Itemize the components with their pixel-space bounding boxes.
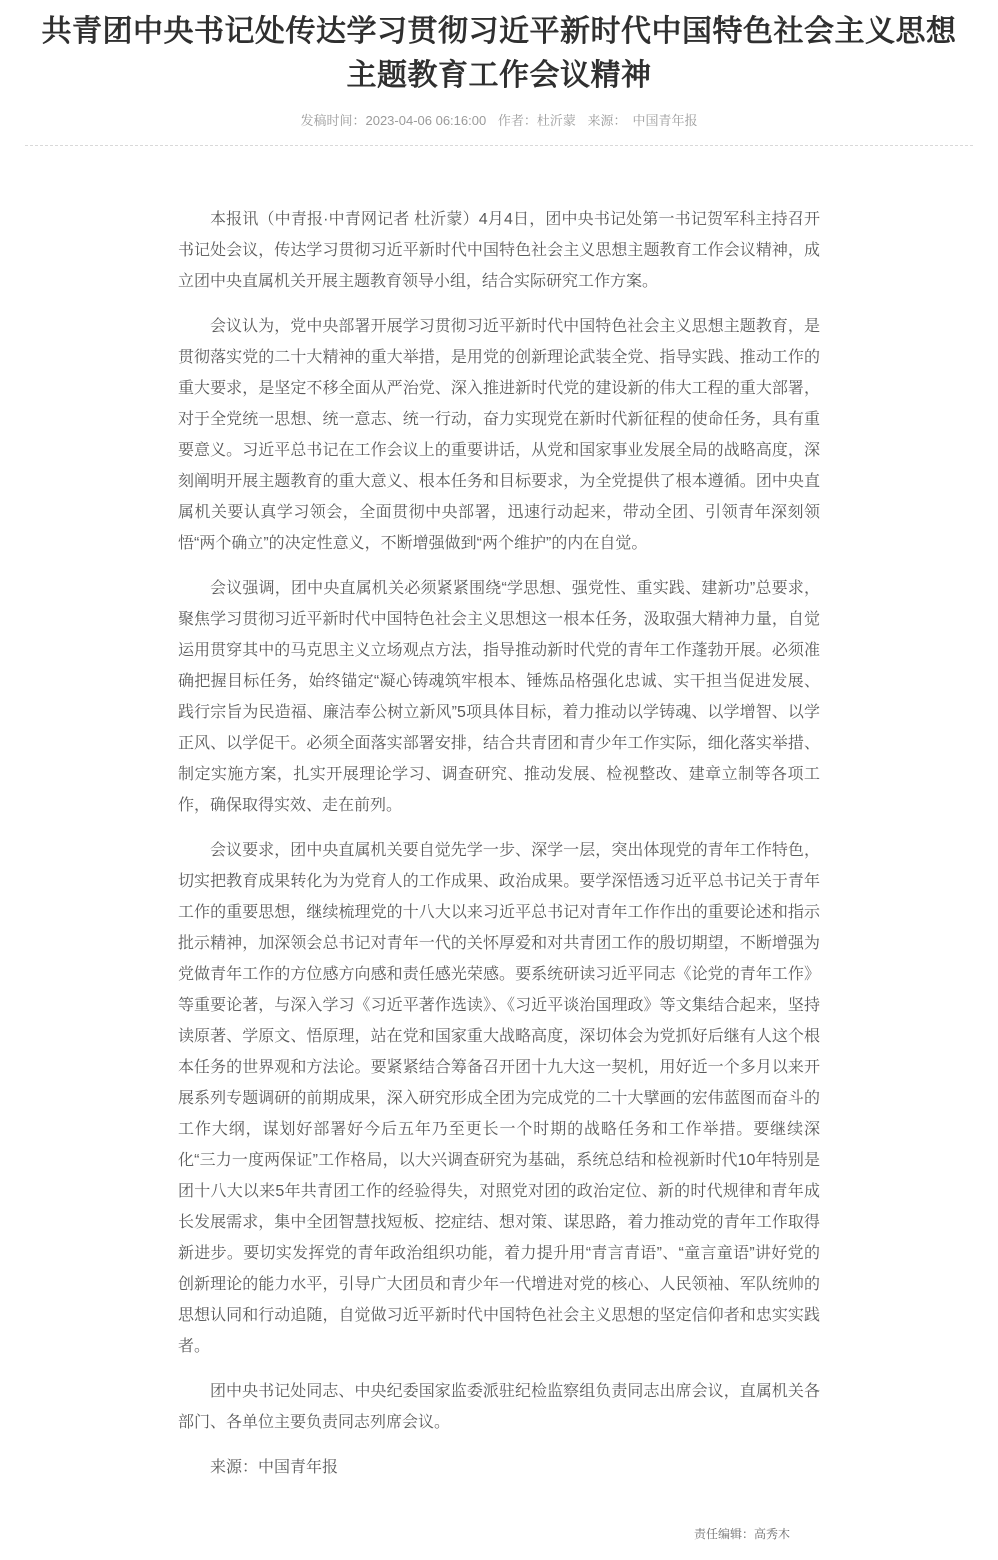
source-value: 中国青年报 xyxy=(632,113,698,128)
article-paragraph: 会议强调，团中央直属机关必须紧紧围绕“学思想、强党性、重实践、建新功”总要求，聚焦学习贯彻习近平新时代中国特色社会主义思想这一根本任务，汲取强大精神力量，自觉运用贯穿其中的马克思主义立场观点方法，指导推动新时代党的青年工作蓬勃开展。必须准确把握目标任务，始终锚定“凝心铸魂筑牢根本、锤炼品格强化忠诚、实干担当促进发展、践行宗旨为民造福、廉洁奉公树立新风”5项具体目标，着力推动以学铸魂、以学增智、以学正风、以学促干。必须全面落实部署安排，结合共青团和青少年工作实际，细化落实举措、制定实施方案，扎实开展理论学习、调查研究、推动发展、检视整改、建章立制等各项工作，确保取得实效、走在前列。 xyxy=(178,580,820,814)
article-header xyxy=(0,0,998,146)
publish-time-value: 2023-04-06 06:16:00 xyxy=(365,113,487,128)
author-value: 杜沂蒙 xyxy=(536,113,576,128)
editor-name: 高秀木 xyxy=(753,1527,790,1541)
article-body xyxy=(178,204,820,1483)
article-paragraph: 会议认为，党中央部署开展学习贯彻习近平新时代中国特色社会主义思想主题教育，是贯彻落实党的二十大精神的重大举措，是用党的创新理论武装全党、指导实践、推动工作的重大要求，是坚定不移全面从严治党、深入推进新时代党的建设新的伟大工程的重大部署，对于全党统一思想、统一意志、统一行动，奋力实现党在新时代新征程的使命任务，具有重要意义。习近平总书记在工作会议上的重要讲话，从党和国家事业发展全局的战略高度，深刻阐明开展主题教育的重大意义、根本任务和目标要求，为全党提供了根本遵循。团中央直属机关要认真学习领会，全面贯彻中央部署，迅速行动起来，带动全团、引领青年深刻领悟“两个确立”的决定性意义，不断增强做到“两个维护”的内在自觉。 xyxy=(178,318,820,552)
article-paragraph: 团中央书记处同志、中央纪委国家监委派驻纪检监察组负责同志出席会议，直属机关各部门、各单位主要负责同志列席会议。 xyxy=(178,1383,820,1431)
author-label: 作者： xyxy=(497,113,537,128)
editor-label: 责任编辑： xyxy=(693,1527,754,1541)
article-source-line: 来源：中国青年报 xyxy=(210,1459,339,1476)
article-paragraph: 会议要求，团中央直属机关要自觉先学一步、深学一层，突出体现党的青年工作特色，切实把教育成果转化为为党育人的工作成果、政治成果。要学深悟透习近平总书记关于青年工作的重要思想，继续梳理党的十八大以来习近平总书记对青年工作作出的重要论述和指示批示精神，加深领会总书记对青年一代的关怀厚爱和对共青团工作的殷切期望，不断增强为党做青年工作的方位感方向感和责任感光荣感。要系统研读习近平同志《论党的青年工作》等重要论著，与深入学习《习近平著作选读》、《习近平谈治国理政》等文集结合起来，坚持读原著、学原文、悟原理，站在党和国家重大战略高度，深切体会为党抓好后继有人这个根本任务的世界观和方法论。要紧紧结合筹备召开团十九大这一契机，用好近一个多月以来开展系列专题调研的前期成果，深入研究形成全团为完成党的二十大擘画的宏伟蓝图而奋斗的工作大纲，谋划好部署好今后五年乃至更长一个时期的战略任务和工作举措。要继续深化“三力一度两保证”工作格局，以大兴调查研究为基础，系统总结和检视新时代10年特别是团十八大以来5年共青团工作的经验得失，对照党对团的政治定位、新的时代规律和青年成长发展需求，集中全团智慧找短板、挖症结、想对策、谋思路，着力推动党的青年工作取得新进步。要切实发挥党的青年政治组织功能，着力提升用“青言青语”、“童言童语”讲好党的创新理论的能力水平，引导广大团员和青少年一代增进对党的核心、人民领袖、军队统帅的思想认同和行动追随，自觉做习近平新时代中国特色社会主义思想的坚定信仰者和忠实实践者。 xyxy=(178,842,820,1355)
meta-bar xyxy=(0,110,998,129)
publish-time-label: 发稿时间： xyxy=(300,113,366,128)
editor-line xyxy=(178,1525,820,1560)
page-title: 共青团中央书记处传达学习贯彻习近平新时代中国特色社会主义思想主题教育工作会议精神 xyxy=(41,15,957,92)
article-paragraph: 本报讯（中青报·中青网记者 杜沂蒙）4月4日，团中央书记处第一书记贺军科主持召开书记处会议，传达学习贯彻习近平新时代中国特色社会主义思想主题教育工作会议精神，成立团中央直属机关开展主题教育领导小组，结合实际研究工作方案。 xyxy=(178,211,820,290)
header-divider xyxy=(25,145,973,146)
source-label: 来源： xyxy=(587,113,627,128)
